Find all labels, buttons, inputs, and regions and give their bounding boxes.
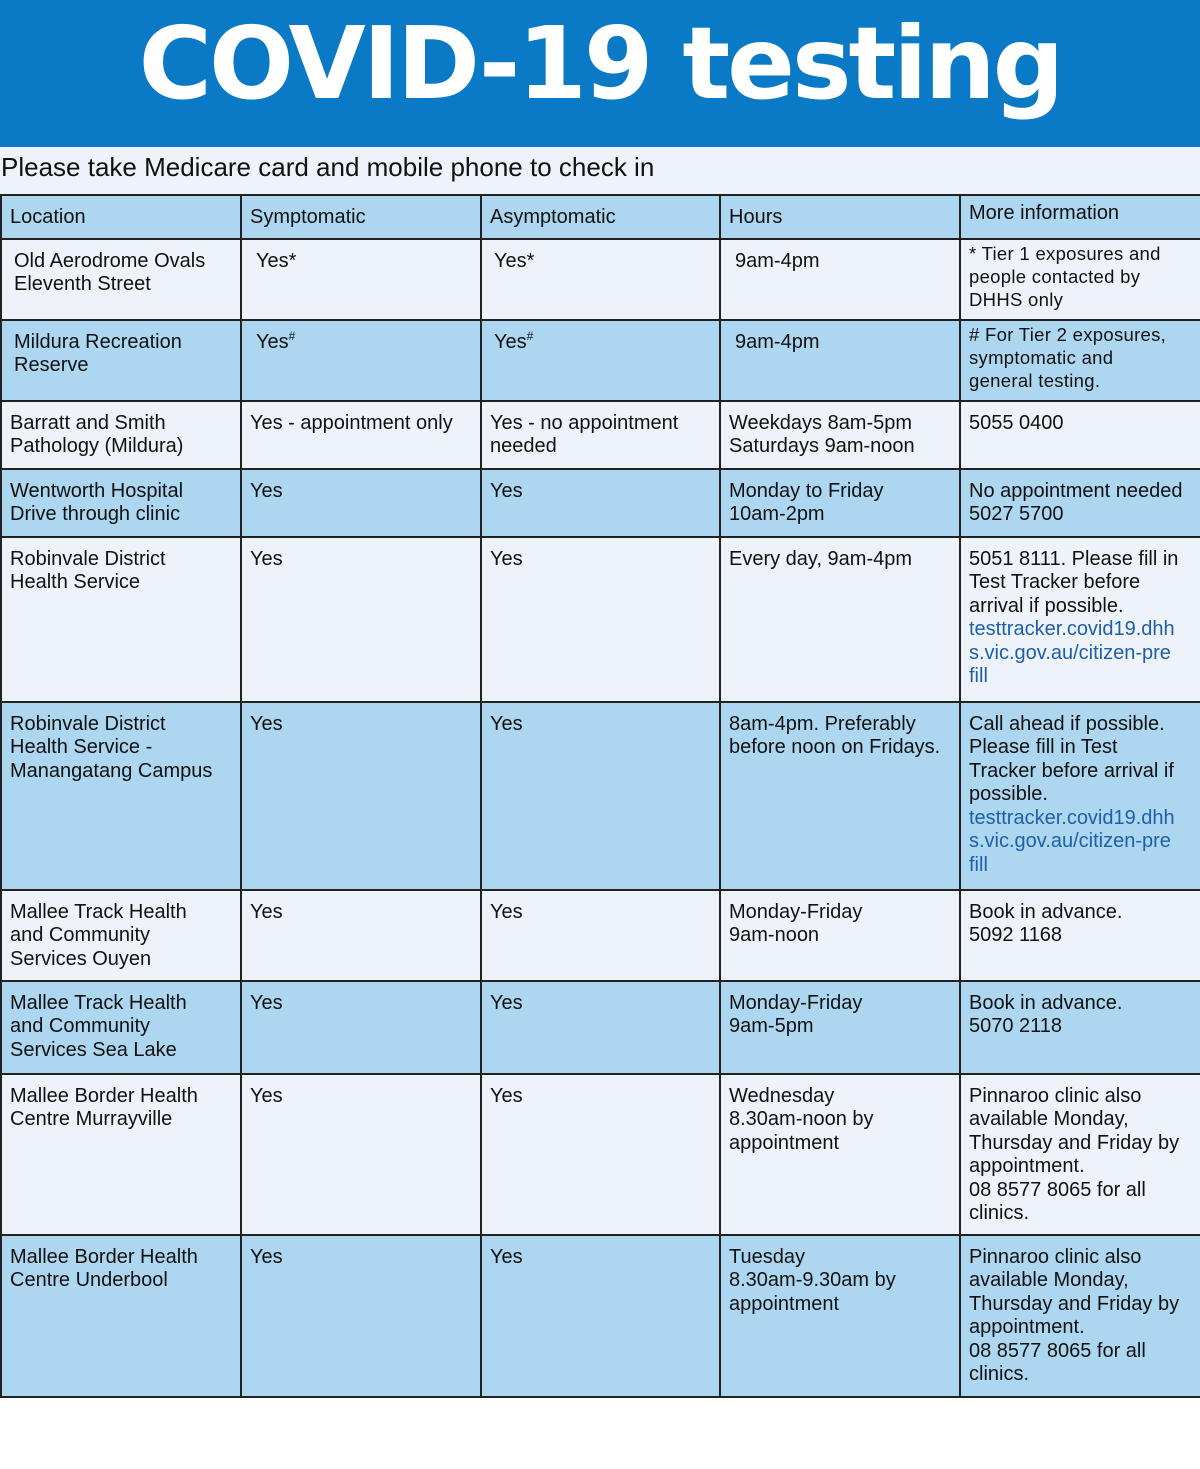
location-line: Wentworth Hospital [10, 479, 184, 502]
info-line: possible. [969, 783, 1048, 805]
table-row [1, 401, 1200, 469]
location-line: Services Ouyen [10, 947, 152, 970]
test-tracker-link[interactable]: fill [969, 665, 988, 687]
hours-line: 10am-2pm [729, 503, 825, 525]
asymptomatic-cell [481, 401, 720, 469]
location-line: Drive through clinic [10, 503, 181, 525]
location-line: Mallee Track Health [10, 900, 187, 923]
table-row [1, 890, 1200, 981]
symptomatic-cell [241, 401, 481, 469]
info-line: 5051 8111. Please fill in [969, 547, 1179, 570]
info-line: arrival if possible. [969, 594, 1124, 617]
location-cell [1, 537, 241, 702]
table-row [1, 702, 1200, 890]
symptomatic-cell [241, 320, 481, 401]
location-line: Health Service [10, 571, 141, 593]
info-line: 5092 1168 [969, 924, 1063, 946]
symptomatic-cell [241, 239, 481, 320]
testing-locations-table [0, 194, 1200, 1398]
location-line: Health Service - [10, 736, 153, 758]
hours-cell [720, 702, 960, 890]
location-line: Mallee Border Health [10, 1084, 198, 1107]
hours-cell [720, 981, 960, 1074]
hours-cell [720, 239, 960, 320]
info-line: Call ahead if possible. [969, 712, 1165, 735]
hours-line: 9am-noon [729, 924, 820, 946]
info-cell [960, 1235, 1200, 1397]
info-line: Pinnaroo clinic also [969, 1084, 1142, 1107]
asymptomatic-value: Yes [490, 991, 523, 1014]
hours-line: before noon on Fridays. [729, 736, 941, 758]
symptomatic-cell [241, 702, 481, 890]
hours-line: Monday to Friday [729, 479, 884, 502]
info-line: Please fill in Test [969, 736, 1118, 758]
location-line: Old Aerodrome Ovals [14, 249, 206, 272]
info-line: 5027 5700 [969, 503, 1064, 525]
symptomatic-cell [241, 1235, 481, 1397]
hours-line: 9am-4pm [735, 330, 820, 353]
asymptomatic-cell [481, 537, 720, 702]
symptomatic-cell [241, 469, 481, 537]
info-line: clinics. [969, 1363, 1030, 1385]
asymptomatic-cell [481, 469, 720, 537]
info-line: Pinnaroo clinic also [969, 1245, 1142, 1268]
hours-cell [720, 469, 960, 537]
info-line: # For Tier 2 exposures, [969, 323, 1167, 345]
test-tracker-link[interactable]: testtracker.covid19.dhh [969, 806, 1175, 829]
info-line: Tracker before arrival if [969, 759, 1174, 782]
symptomatic-value: Yes [250, 1084, 283, 1107]
symptomatic-cell [241, 890, 481, 981]
info-line: 08 8577 8065 for all [969, 1178, 1146, 1201]
symptomatic-value: Yes - appointment only [250, 411, 453, 434]
footnote-marker: * [288, 249, 297, 272]
info-line: No appointment needed [969, 479, 1183, 502]
asymptomatic-value: Yes [490, 479, 523, 502]
location-line: Centre Murrayville [10, 1108, 173, 1130]
info-line: Thursday and Friday by [969, 1131, 1180, 1154]
symptomatic-value: Yes [250, 479, 283, 502]
location-line: Pathology (Mildura) [10, 435, 184, 457]
asymptomatic-cell [481, 320, 720, 401]
location-line: Robinvale District [10, 547, 166, 570]
asymptomatic-value: Yes - no appointment [490, 411, 679, 434]
hours-line: Monday-Friday [729, 900, 863, 923]
location-cell [1, 981, 241, 1074]
info-line: general testing. [969, 369, 1101, 391]
page-subtitle: Please take Medicare card and mobile phone to check in [1, 152, 655, 182]
info-line: * Tier 1 exposures and [969, 242, 1161, 264]
hours-line: 8.30am-noon by [729, 1108, 874, 1130]
test-tracker-link[interactable]: s.vic.gov.au/citizen-pre [969, 830, 1171, 852]
info-cell [960, 702, 1200, 890]
symptomatic-value: Yes [256, 249, 289, 272]
hours-line: Saturdays 9am-noon [729, 435, 915, 457]
test-tracker-link[interactable]: s.vic.gov.au/citizen-pre [969, 641, 1171, 664]
hours-line: appointment [729, 1131, 840, 1154]
asymptomatic-cell [481, 981, 720, 1074]
symptomatic-cell [241, 1074, 481, 1235]
info-cell [960, 890, 1200, 981]
hours-line: Wednesday [729, 1084, 835, 1107]
info-cell [960, 401, 1200, 469]
asymptomatic-value: Yes [490, 1084, 523, 1107]
table-row [1, 320, 1200, 401]
table-row [1, 1074, 1200, 1235]
symptomatic-value: Yes [250, 547, 283, 570]
location-cell [1, 890, 241, 981]
asymptomatic-value: Yes [490, 1245, 523, 1268]
column-header-hours: Hours [720, 195, 960, 239]
symptomatic-value: Yes [250, 991, 283, 1014]
location-line: Services Sea Lake [10, 1038, 177, 1061]
table-row [1, 981, 1200, 1074]
table-row [1, 537, 1200, 702]
column-header-symptomatic: Symptomatic [241, 195, 481, 239]
info-cell [960, 239, 1200, 320]
hours-line: Tuesday [729, 1245, 805, 1268]
info-cell [960, 537, 1200, 702]
info-cell [960, 981, 1200, 1074]
hours-cell [720, 401, 960, 469]
location-cell [1, 320, 241, 401]
info-line: 08 8577 8065 for all [969, 1339, 1146, 1362]
table-header-row [1, 195, 1200, 239]
hours-line: 9am-5pm [729, 1015, 814, 1037]
symptomatic-value: Yes [250, 900, 283, 923]
info-cell [960, 320, 1200, 401]
info-line: clinics. [969, 1202, 1030, 1224]
info-line: available Monday, [969, 1269, 1129, 1291]
info-line: appointment. [969, 1316, 1085, 1338]
hours-cell [720, 1235, 960, 1397]
location-cell [1, 702, 241, 890]
hours-line: 8am-4pm. Preferably [729, 712, 916, 735]
footnote-marker: * [526, 249, 535, 272]
hours-cell [720, 320, 960, 401]
hours-line: 9am-4pm [735, 249, 820, 272]
asymptomatic-value: needed [490, 435, 557, 457]
test-tracker-link[interactable]: testtracker.covid19.dhh [969, 618, 1175, 640]
location-line: Centre Underbool [10, 1269, 168, 1291]
hours-line: Every day, 9am-4pm [729, 547, 913, 570]
location-cell [1, 1235, 241, 1397]
asymptomatic-value: Yes [494, 330, 527, 353]
location-cell [1, 469, 241, 537]
info-line: symptomatic and [969, 346, 1114, 368]
table-row [1, 1235, 1200, 1397]
column-header-more-information: More information [960, 195, 1200, 239]
footnote-marker: # [288, 328, 296, 343]
asymptomatic-value: Yes [490, 900, 523, 923]
hours-line: Weekdays 8am-5pm [729, 411, 913, 434]
location-line: and Community [10, 1015, 151, 1037]
symptomatic-value: Yes [250, 712, 283, 735]
symptomatic-value: Yes [250, 1245, 283, 1268]
location-line: Reserve [14, 354, 89, 376]
hours-cell [720, 537, 960, 702]
location-line: Manangatang Campus [10, 759, 213, 782]
location-line: Barratt and Smith [10, 411, 166, 434]
test-tracker-link[interactable]: fill [969, 853, 988, 876]
symptomatic-cell [241, 537, 481, 702]
footnote-marker: # [526, 328, 534, 343]
symptomatic-value: Yes [256, 330, 289, 353]
hours-cell [720, 890, 960, 981]
hours-cell [720, 1074, 960, 1235]
table-row [1, 469, 1200, 537]
hours-line: 8.30am-9.30am by [729, 1269, 896, 1291]
location-cell [1, 401, 241, 469]
table-row [1, 239, 1200, 320]
location-line: and Community [10, 924, 151, 946]
hours-line: Monday-Friday [729, 991, 863, 1014]
asymptomatic-cell [481, 1235, 720, 1397]
asymptomatic-cell [481, 1074, 720, 1235]
asymptomatic-cell [481, 890, 720, 981]
column-header-location: Location [1, 195, 241, 239]
info-line: Book in advance. [969, 991, 1123, 1014]
asymptomatic-value: Yes [494, 249, 527, 272]
location-line: Mallee Border Health [10, 1245, 198, 1268]
info-line: 5055 0400 [969, 411, 1064, 434]
info-line: Test Tracker before [969, 571, 1141, 593]
info-cell [960, 469, 1200, 537]
location-cell [1, 239, 241, 320]
location-cell [1, 1074, 241, 1235]
hours-line: appointment [729, 1292, 840, 1315]
info-line: DHHS only [969, 288, 1064, 310]
page-title: COVID-19 testing [138, 5, 1062, 122]
asymptomatic-cell [481, 239, 720, 320]
asymptomatic-cell [481, 702, 720, 890]
info-line: appointment. [969, 1155, 1085, 1177]
asymptomatic-value: Yes [490, 547, 523, 570]
location-line: Mallee Track Health [10, 991, 187, 1014]
location-line: Eleventh Street [14, 273, 151, 295]
info-line: people contacted by [969, 265, 1141, 287]
info-cell [960, 1074, 1200, 1235]
column-header-asymptomatic: Asymptomatic [481, 195, 720, 239]
info-line: 5070 2118 [969, 1015, 1063, 1037]
symptomatic-cell [241, 981, 481, 1074]
info-line: available Monday, [969, 1108, 1129, 1130]
location-line: Mildura Recreation [14, 330, 182, 353]
asymptomatic-value: Yes [490, 712, 523, 735]
info-line: Book in advance. [969, 900, 1123, 923]
location-line: Robinvale District [10, 712, 166, 735]
info-line: Thursday and Friday by [969, 1292, 1180, 1315]
